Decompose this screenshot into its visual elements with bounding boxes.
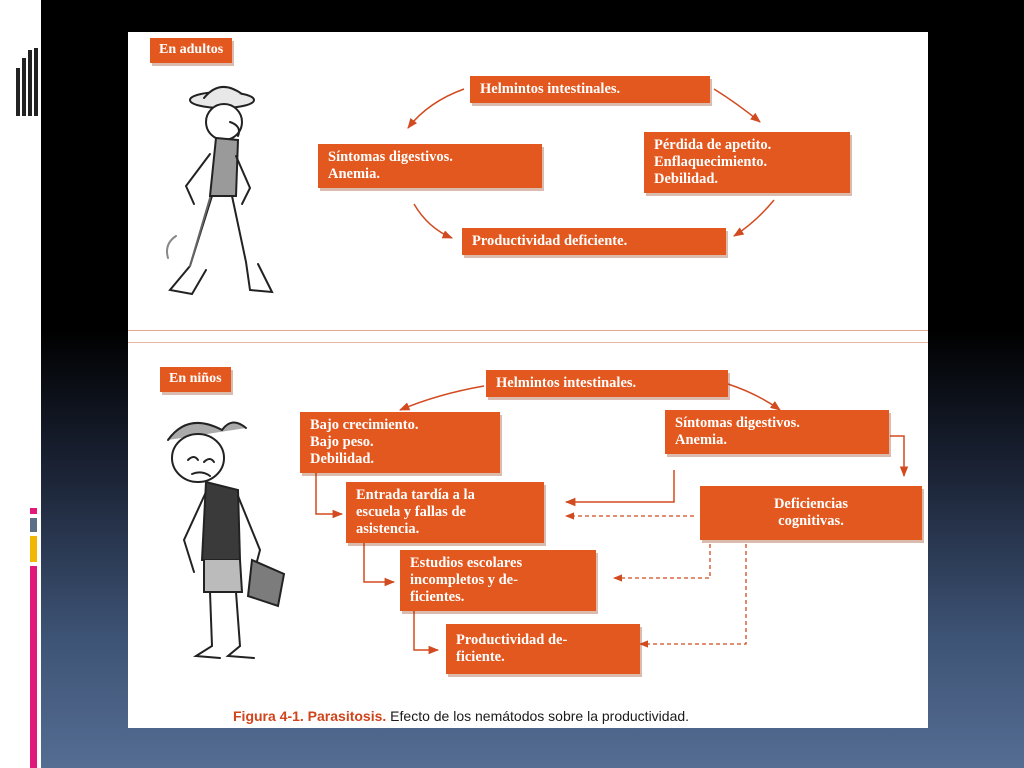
arrow-estudios-to-productividad xyxy=(414,607,438,650)
children-bajo-box xyxy=(300,412,500,473)
arrow-deficiencias-to-productividad xyxy=(640,544,746,644)
yellow-accent-block xyxy=(30,536,37,562)
children-bajo-line: Bajo peso. xyxy=(310,434,374,451)
children-bajo-line: Debilidad. xyxy=(310,451,375,468)
adults-productividad-box: Productividad deficiente. xyxy=(462,228,726,255)
children-section-tag: En niños xyxy=(160,367,231,392)
section-divider-shadow xyxy=(128,342,928,343)
children-entrada-line: escuela y fallas de xyxy=(356,504,466,521)
children-productividad-line: Productividad de- xyxy=(456,632,568,648)
children-bajo-line: Bajo crecimiento. xyxy=(310,417,419,433)
adults-perdida-line: Pérdida de apetito. xyxy=(654,137,772,153)
arrow-sintomas-to-deficiencias xyxy=(890,436,904,476)
children-sintomas-line: Síntomas digestivos. xyxy=(675,415,800,431)
children-entrada-box xyxy=(346,482,544,543)
children-estudios-line: incompletos y de- xyxy=(410,572,518,589)
figure-caption-label: Figura 4-1. Parasitosis. xyxy=(233,708,387,724)
adults-sintomas-line: Síntomas digestivos. xyxy=(328,149,453,165)
pink-accent-bar xyxy=(30,508,37,514)
adults-perdida-box xyxy=(644,132,850,193)
arrow-deficiencias-to-estudios xyxy=(614,544,710,578)
children-entrada-line: asistencia. xyxy=(356,521,420,538)
section-divider xyxy=(128,330,928,331)
gray-accent-block xyxy=(30,518,37,532)
diagram-slide xyxy=(128,32,928,728)
children-deficiencias-line: cognitivas. xyxy=(778,513,844,530)
children-deficiencias-box xyxy=(700,486,922,540)
arrow-sintomas-to-entrada xyxy=(566,470,674,502)
children-estudios-line: ficientes. xyxy=(410,589,465,606)
children-entrada-line: Entrada tardía a la xyxy=(356,487,475,503)
figure-caption-text: Efecto de los nemátodos sobre la productividad. xyxy=(386,708,690,724)
left-decor-strip xyxy=(0,0,41,768)
arrow-helmintos-to-bajo xyxy=(400,386,484,410)
children-productividad-line: ficiente. xyxy=(456,649,505,666)
pink-accent-long-bar xyxy=(30,566,37,768)
slide-theme-icon xyxy=(16,48,40,118)
adults-section-tag: En adultos xyxy=(150,38,232,63)
adult-worker-illustration xyxy=(146,76,278,312)
adults-perdida-line: Enflaquecimiento. xyxy=(654,154,768,171)
adults-sintomas-box xyxy=(318,144,542,188)
children-productividad-box xyxy=(446,624,640,674)
arrow-helmintos-to-perdida xyxy=(714,89,760,122)
arrow-entrada-to-estudios xyxy=(364,542,394,582)
children-estudios-box xyxy=(400,550,596,611)
arrow-sintomas-to-productividad xyxy=(414,204,452,238)
children-deficiencias-line: Deficiencias xyxy=(773,496,849,512)
children-sintomas-line: Anemia. xyxy=(675,432,727,449)
figure-caption xyxy=(233,708,689,724)
adults-perdida-line: Debilidad. xyxy=(654,171,719,188)
adults-sintomas-line: Anemia. xyxy=(328,166,380,183)
arrow-helmintos-to-sintomas xyxy=(408,89,464,128)
arrow-helmintos-to-sintomas-ninos xyxy=(728,384,780,410)
arrow-bajo-to-entrada xyxy=(316,472,342,514)
children-sintomas-box xyxy=(665,410,889,454)
adults-helmintos-box: Helmintos intestinales. xyxy=(470,76,710,103)
sad-child-illustration xyxy=(148,410,298,670)
arrow-perdida-to-productividad xyxy=(734,200,774,236)
children-estudios-line: Estudios escolares xyxy=(410,555,523,571)
children-helmintos-box: Helmintos intestinales. xyxy=(486,370,728,397)
